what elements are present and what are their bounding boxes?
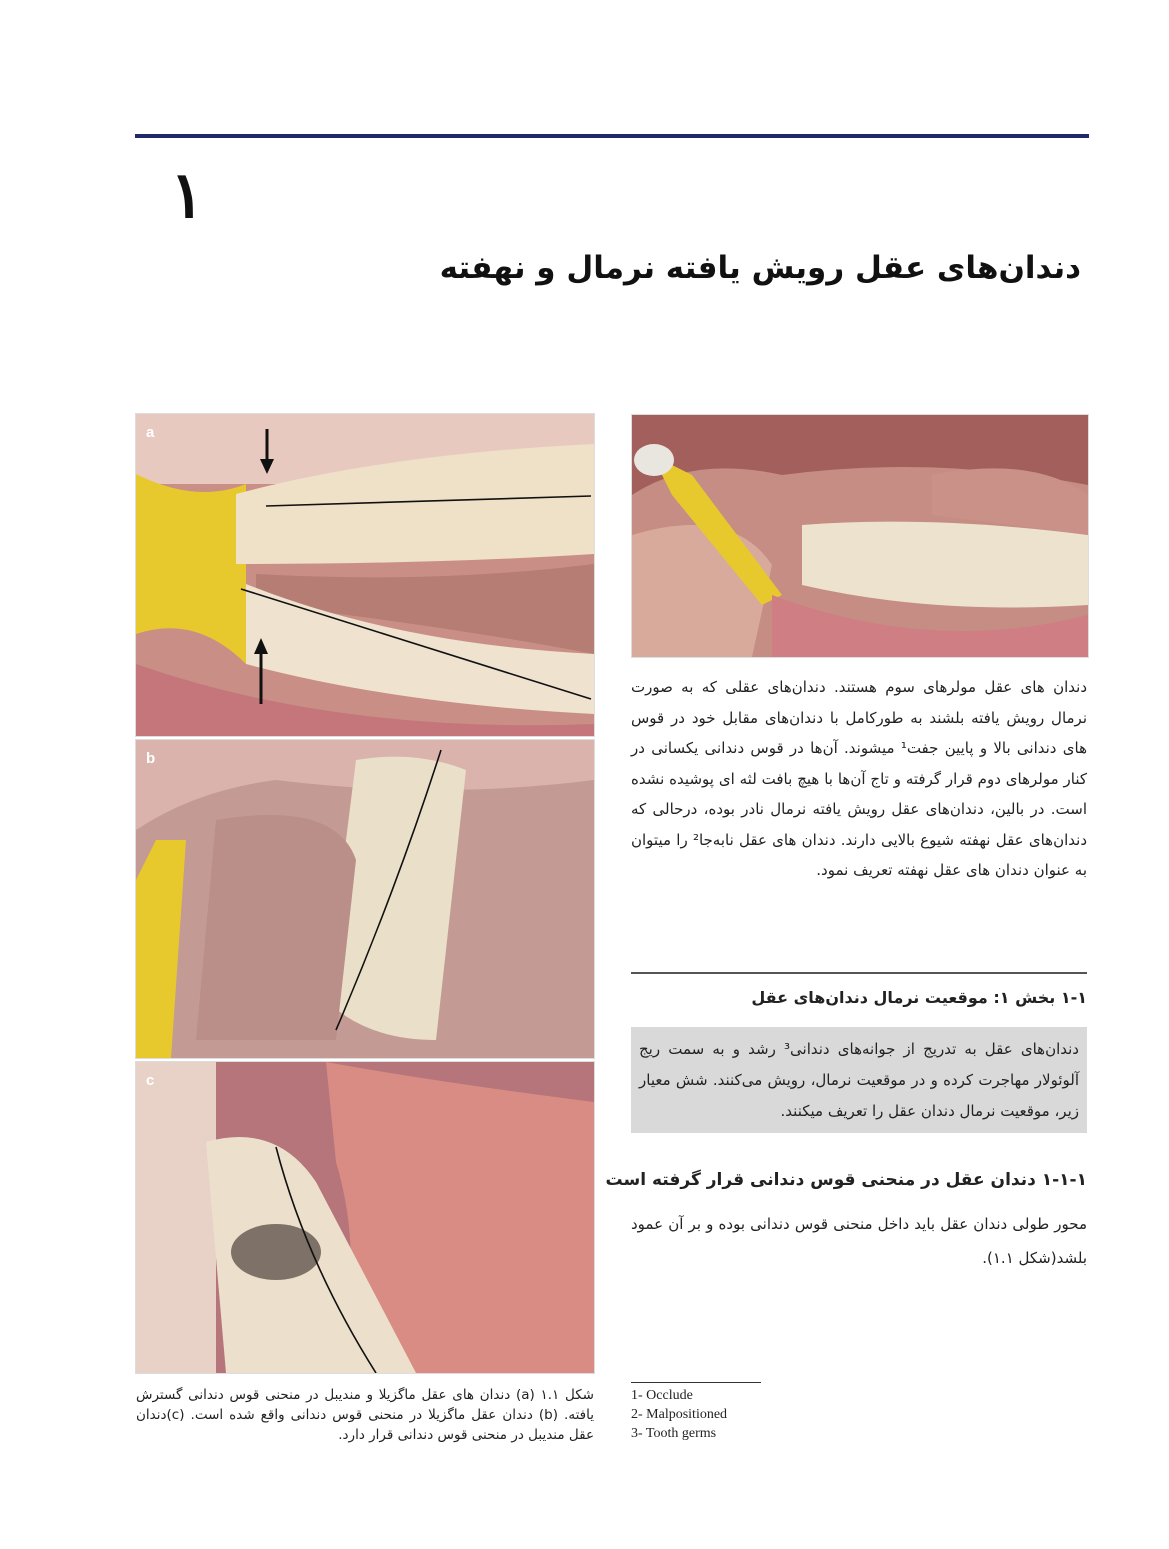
section-heading: ۱-۱ بخش ۱: موقعیت نرمال دندان‌های عقل bbox=[751, 988, 1087, 1007]
photo-mandibular-arch bbox=[136, 1062, 594, 1373]
footnote-item: 1- Occlude bbox=[631, 1388, 693, 1403]
footnote-item: 3- Tooth germs bbox=[631, 1426, 717, 1441]
photo-maxillary-arch bbox=[136, 740, 594, 1058]
figure-caption: شکل ۱.۱ (a) دندان های عقل ماگزیلا و مندیبل در منحنی قوس دندانی گسترش یافته. (b) دندان عقل ماگزیلا در منحنی قوس دندانی واقع شده است. (c)دندان عقل مندیبل در منحنی قوس دندانی قرار دارد. bbox=[136, 1387, 594, 1443]
panel-label-c: c bbox=[146, 1072, 155, 1089]
footnote-item: 2- Malpositioned bbox=[631, 1407, 728, 1422]
section-rule bbox=[631, 972, 1087, 974]
photo-upper-lower-arches-with-arrows bbox=[136, 414, 594, 736]
figure-panel-b bbox=[135, 739, 595, 1059]
highlight-text: دندان‌های عقل به تدریج از جوانه‌های دندانی³ رشد و به سمت ریج آلوئولار مهاجرت کرده و در موقعیت نرمال، رویش می‌کنند. شش معیار زیر، موقعیت نرمال دندان عقل را تعریف میکنند. bbox=[639, 1040, 1079, 1120]
footnote-rule bbox=[631, 1382, 761, 1383]
top-right-photo bbox=[631, 414, 1089, 658]
figure-panel-c bbox=[135, 1061, 595, 1374]
chapter-title: دندان‌های عقل رویش یافته نرمال و نهفته bbox=[439, 250, 1081, 286]
figure-panel-a bbox=[135, 413, 595, 737]
highlight-box bbox=[631, 1027, 1087, 1133]
chapter-number: ۱ bbox=[170, 158, 205, 233]
intro-paragraph: دندان های عقل مولرهای سوم هستند. دندان‌های عقلی که به صورت نرمال رویش یافته بلشند به طورکامل با دندان‌های مقابل خود در قوس های دندانی بالا و پایین جفت¹ میشوند. آن‌ها در قوس دندانی یکسانی در کنار مولرهای دوم قرار گرفته و تاج آن‌ها با هیچ بافت لثه ای پوشیده نشده است. در بالین، دندان‌های عقل رویش یافته نرمال نادر بوده، درحالی که دندان‌های عقل نهفته شیوع بالایی دارند. دندان های عقل نابه‌جا² را میتوان به عنوان دندان های عقل نهفته تعریف نمود. bbox=[631, 678, 1088, 879]
chapter-top-rule bbox=[135, 134, 1089, 138]
panel-label-a: a bbox=[146, 424, 155, 441]
panel-label-b: b bbox=[146, 750, 156, 767]
photo-mouth-open-retractor bbox=[632, 415, 1088, 657]
footnotes bbox=[631, 1386, 727, 1443]
subsection-heading: ۱-۱-۱ دندان عقل در منحنی قوس دندانی قرار گرفته است bbox=[605, 1170, 1087, 1190]
subsection-body: محور طولی دندان عقل باید داخل منحنی قوس دندانی بوده و بر آن عمود بلشد(شکل ۱.۱). bbox=[631, 1215, 1087, 1267]
